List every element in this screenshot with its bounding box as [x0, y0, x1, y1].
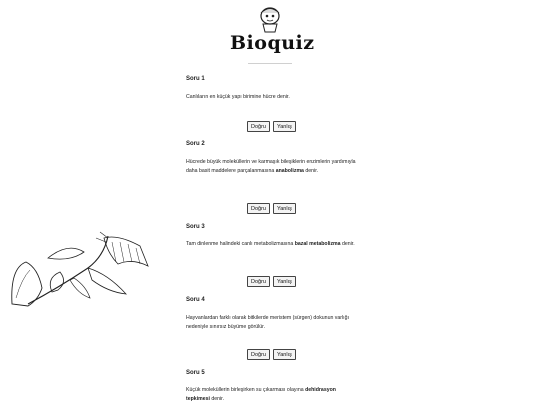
answer-buttons	[247, 276, 296, 288]
true-button[interactable]: Doğru	[247, 276, 270, 287]
question-text: Canlıların en küçük yapı birimine hücre denir.	[186, 94, 290, 100]
mascot-icon	[230, 4, 310, 34]
question-text: Küçük moleküllerin birleşirken su çıkarması olayına dehidrasyon tepkimesi denir.	[186, 387, 336, 402]
plant-illustration	[8, 228, 160, 308]
false-button[interactable]: Yanlış	[273, 276, 296, 287]
true-button[interactable]: Doğru	[247, 121, 270, 132]
question-title: Soru 1	[186, 76, 205, 82]
header-divider	[248, 63, 292, 64]
logo-text: Bioquiz	[230, 32, 315, 54]
question-text: Hücrede büyük moleküllerin ve karmaşık bileşiklerin enzimlerin yardımıyla daha basit maddelere parçalanmasına anabolizma denir.	[186, 159, 356, 174]
question-text: Tam dinlenme halindeki canlı metabolizmasına bazal metabolizma denir.	[186, 241, 355, 247]
answer-buttons	[247, 349, 296, 361]
answer-buttons	[247, 121, 296, 133]
true-button[interactable]: Doğru	[247, 203, 270, 214]
false-button[interactable]: Yanlış	[273, 203, 296, 214]
question-title: Soru 2	[186, 141, 205, 147]
question-title: Soru 3	[186, 224, 205, 230]
question-title: Soru 4	[186, 297, 205, 303]
answer-buttons	[247, 203, 296, 215]
false-button[interactable]: Yanlış	[273, 121, 296, 132]
bioquiz-logo	[230, 4, 315, 56]
question-text: Hayvanlardan farklı olarak bitkilerde meristem (sürgen) dokunun varlığı nedeniyle sınırsız büyüme görülür.	[186, 315, 349, 330]
question-title: Soru 5	[186, 370, 205, 376]
false-button[interactable]: Yanlış	[273, 349, 296, 360]
true-button[interactable]: Doğru	[247, 349, 270, 360]
